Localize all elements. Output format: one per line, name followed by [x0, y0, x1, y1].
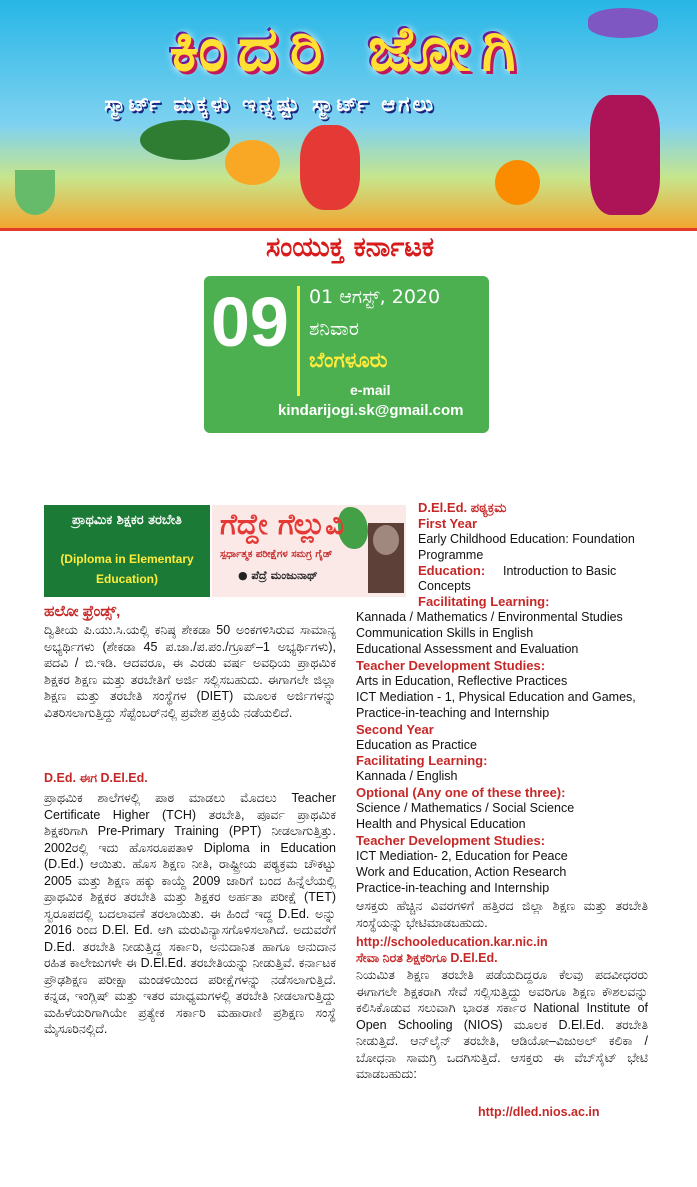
tds-heading: Teacher Development Studies:: [356, 658, 546, 673]
tds-line: ICT Mediation- 2, Education for Peace: [356, 849, 568, 863]
dateline-divider: [297, 286, 300, 396]
globe-illustration: [495, 160, 540, 205]
facilitating-heading: Facilitating Learning:: [356, 753, 488, 768]
facilitating-line: Communication Skills in English: [356, 626, 534, 640]
education-label: Education:: [418, 563, 486, 578]
ded-paragraph: ಪ್ರಾಥಮಿಕ ಶಾಲೆಗಳಲ್ಲಿ ಪಾಠ ಮಾಡಲು ಮೊದಲು Teacher Certificate Higher (TCH) ತರಬೇತಿ, ಪೂರ್ವ ಪ್ರಾಥಮಿಕ ಶಿಕ್ಷಕರಿಗಾಗಿ Pre-Primary Training (PPT) ನೀಡಲಾಗುತ್ತಿತ್ತು. 2002ರಲ್ಲಿ ಇದು ಹೊಸರೂಪತಾಳಿ Diploma in Education (D.Ed.) ಆಯಿತು. ಹೊಸ ಶಿಕ್ಷಣ ನೀತಿ, ರಾಷ್ಟ್ರೀಯ ಪಠ್ಯಕ್ರಮ ಚೌಕಟ್ಟು 2005 ಮತ್ತು ಶಿಕ್ಷಣ ಹಕ್ಕು ಕಾಯ್ದೆ 2009 ಜಾರಿಗೆ ಬಂದ ಹಿನ್ನೆಲೆಯಲ್ಲಿ ಪ್ರಾಥಮಿಕ ಶಿಕ್ಷಕರ ತರಬೇತಿ ಮತ್ತು ಶಿಕ್ಷಕರ ಅರ್ಹತಾ ಪರೀಕ್ಷೆ (TET) ಸ್ವರೂಪದಲ್ಲಿ ಬದಲಾವಣೆ ತರಲಾಯಿತು. ಈ ಹಿಂದೆ ಇದ್ದ D.Ed. ಅನ್ನು 2016 ರಿಂದ D.El. Ed. ಆಗಿ ಮರುವಿನ್ಯಾಸಗೊಳಿಸಲಾಗಿದೆ. ಅದುವರೆಗೆ D.Ed. ತರಬೇತಿ ನೀಡುತ್ತಿದ್ದ ಸರ್ಕಾರಿ, ಅನುದಾನಿತ ಹಾಗೂ ಅನುದಾನ ರಹಿತ ಕಾಲೇಜುಗಳೇ ಈ D.El.Ed. ತರಬೇತಿಯನ್ನು ನೀಡುತ್ತಿವೆ. ಕರ್ನಾಟಕ ಪ್ರೌಢಶಿಕ್ಷಣ ಪರೀಕ್ಷಾ ಮಂಡಳಿಯಿಂದ ಪರೀಕ್ಷೆಗಳನ್ನು ನಡೆಸಲಾಗುತ್ತಿದೆ. ಕನ್ನಡ, ಇಂಗ್ಲಿಷ್ ಮತ್ತು ಇತರ ಮಾಧ್ಯಮಗಳಲ್ಲಿ ತರಬೇತಿ ನೀಡಲಾಗುತ್ತಿದ್ದು ಮಹಿಳೆಯರಿಗಾಗಿಯೇ ಪ್ರತ್ಯೇಕ ಸರ್ಕಾರಿ ಮಹಾರಾಣಿ ಪ್ರಶಿಕ್ಷಣ ಸಂಸ್ಥೆ ಮೈಸೂರಿನಲ್ಲಿದೆ.: [44, 791, 336, 1036]
column-author: ● ಪೆದ್ರೆ ಮಂಜುನಾಥ್: [238, 569, 318, 582]
facilitating-line: Educational Assessment and Evaluation: [356, 642, 579, 656]
newspaper-logo: ಸಂಯುಕ್ತ ಕರ್ನಾಟಕ: [265, 232, 435, 263]
facilitating-heading: Facilitating Learning:: [418, 594, 550, 609]
masthead-banner: [0, 0, 697, 231]
optional-heading: Optional (Any one of these three):: [356, 785, 566, 800]
tds-heading: Teacher Development Studies:: [356, 833, 546, 848]
intro-paragraph: ದ್ವಿತೀಯ ಪಿ.ಯು.ಸಿ.ಯಲ್ಲಿ ಕನಿಷ್ಠ ಶೇಕಡಾ 50 ಅಂಕಗಳಿಸಿರುವ ಸಾಮಾನ್ಯ ಅಭ್ಯರ್ಥಿಗಳು (ಶೇಕಡಾ 45 ಪ.ಜಾ./ಪ.ಪಂ./ಗ್ರೂಪ್–1 ಅಭ್ಯರ್ಥಿಗಳು), ಪದವಿ / ಬಿ.ಇಡಿ. ಆದವರೂ, ಈ ಎರಡು ವರ್ಷ ಅವಧಿಯ ಪ್ರಾಥಮಿಕ ಶಿಕ್ಷಕರ ಶಿಕ್ಷಣ ಮತ್ತು ತರಬೇತಿಗೆ ಅರ್ಜಿ ಸಲ್ಲಿಸಬಹುದು. ಈಗಾಗಲೇ ಜಿಲ್ಲಾ ಶಿಕ್ಷಣ ಮತ್ತು ತರಬೇತಿ ಸಂಸ್ಥೆಗಳ (DIET) ಮೂಲಕ ಅರ್ಜಿಗಳನ್ನು ವಿತರಿಸಲಾಗುತ್ತಿದ್ದು ಸೆಪ್ಟೆಂಬರ್‌ನಲ್ಲಿ ಪ್ರವೇಶ ಪ್ರಕ್ರಿಯೆ ನಡೆಯಲಿದೆ.: [44, 623, 336, 720]
school-education-link[interactable]: http://schooleducation.kar.nic.in: [356, 935, 548, 949]
day-number: 09: [211, 283, 289, 361]
more-info-paragraph: ಆಸಕ್ತರು ಹೆಚ್ಚಿನ ವಿವರಗಳಿಗೆ ಹತ್ತಿರದ ಜಿಲ್ಲಾ ಶಿಕ್ಷಣ ಮತ್ತು ತರಬೇತಿ ಸಂಸ್ಥೆಯನ್ನು ಭೇಟಿಮಾಡಬಹುದು.: [356, 899, 648, 930]
dog-illustration: [225, 140, 280, 185]
optional-line: Science / Mathematics / Social Science: [356, 801, 575, 815]
facilitating-line: Kannada / Mathematics / Environmental Studies: [356, 610, 623, 624]
tds-line: Work and Education, Action Research: [356, 865, 567, 879]
syllabus-heading: D.El.Ed. ಪಠ್ಯಕ್ರಮ: [418, 500, 507, 515]
ded-heading: D.Ed. ಈಗ D.El.Ed.: [44, 771, 148, 785]
piper-illustration: [590, 95, 660, 215]
flask-illustration: [15, 170, 55, 215]
palm-tree-illustration: [140, 120, 230, 160]
author-photo-head: [373, 525, 399, 555]
child-illustration: [300, 125, 360, 210]
in-service-heading: ಸೇವಾ ನಿರತ ಶಿಕ್ಷಕರಿಗೂ D.El.Ed.: [356, 951, 498, 965]
tds-line: Practice-in-teaching and Internship: [356, 706, 550, 720]
second-year-heading: Second Year: [356, 722, 434, 737]
education-value: Concepts: [418, 579, 471, 593]
greeting: ಹಲೋ ಫ್ರೆಂಡ್ಸ್,: [44, 603, 121, 620]
weekday-text: ಶನಿವಾರ: [309, 318, 359, 340]
section-subtitle: (Diploma in Elementary Education): [60, 552, 194, 586]
magazine-tagline: ಸ್ಮಾರ್ಟ್ ಮಕ್ಕಳು ಇನ್ನಷ್ಟು ಸ್ಮಾರ್ಟ್ ಆಗಲು: [104, 92, 436, 116]
column-header: [212, 505, 406, 597]
column-tagline: ಸ್ಪರ್ಧಾತ್ಮಕ ಪರೀಕ್ಷೆಗಳ ಸಮಗ್ರ ಗೈಡ್: [220, 549, 333, 560]
first-year-line: Early Childhood Education: Foundation: [418, 532, 635, 546]
section-box: [44, 505, 210, 597]
tds-line: Practice-in-teaching and Internship: [356, 881, 550, 895]
second-year-line: Education as Practice: [356, 738, 477, 752]
nios-link[interactable]: http://dled.nios.ac.in: [478, 1105, 600, 1119]
section-title: ಪ್ರಾಥಮಿಕ ಶಿಕ್ಷಕರ ತರಬೇತಿ: [72, 513, 182, 528]
first-year-line: Programme: [418, 548, 484, 562]
first-year-heading: First Year: [418, 516, 478, 531]
education-value: Introduction to Basic: [503, 564, 617, 578]
column-title: ಗೆದ್ದೇ ಗೆಲ್ಲುವಿ: [220, 507, 344, 541]
magazine-title: ಕಿಂದರಿ ಜೋಗಿ: [169, 12, 528, 85]
city-text: ಬೆಂಗಳೂರು: [309, 348, 388, 372]
email-label: e-mail: [350, 382, 391, 398]
tds-line: ICT Mediation - 1, Physical Education and Games,: [356, 690, 636, 704]
in-service-paragraph: ನಿಯಮಿತ ಶಿಕ್ಷಣ ತರಬೇತಿ ಪಡೆಯದಿದ್ದರೂ ಕೆಲವು ಪದವೀಧರರು ಈಗಾಗಲೇ ಶಿಕ್ಷಕರಾಗಿ ಸೇವೆ ಸಲ್ಲಿಸುತ್ತಿದ್ದು ಅವರಿಗೂ ಶಿಕ್ಷಣ ಕೌಶಲವನ್ನು ಕಲಿಸಿಕೊಡುವ ಸಲುವಾಗಿ ಭಾರತ ಸರ್ಕಾರ National Institute of Open Schooling (NIOS) ಮೂಲಕ D.El.Ed. ತರಬೇತಿ ನೀಡುತ್ತಿದೆ. ಆನ್‌ಲೈನ್ ತರಬೇತಿ, ಆಡಿಯೋ–ವಿಜುಅಲ್ ಕಲಿಕಾ / ಬೋಧನಾ ಸಾಮಗ್ರಿ ಒದಗಿಸುತ್ತಿದೆ. ಆಸಕ್ತರು ಈ ವೆಬ್‌ಸೈಟ್ ಭೇಟಿ ಮಾಡಬಹುದು:: [356, 968, 648, 1081]
facilitating-line: Kannada / English: [356, 769, 458, 783]
optional-line: Health and Physical Education: [356, 817, 526, 831]
email-link[interactable]: kindarijogi.sk@gmail.com: [278, 402, 464, 419]
date-text: 01 ಆಗಸ್ಟ್, 2020: [309, 286, 441, 308]
tds-line: Arts in Education, Reflective Practices: [356, 674, 568, 688]
